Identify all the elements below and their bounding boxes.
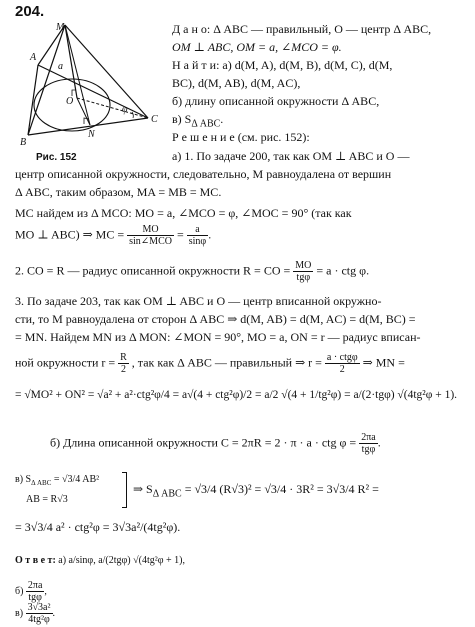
solution-title: Р е ш е н и е (см. рис. 152): <box>172 130 310 144</box>
part-c-given-2: AB = R√3 <box>26 494 68 505</box>
label-N: N <box>88 129 95 140</box>
frac-a-sin: $\frac{a}{\sin\varphi}$ <box>188 224 207 247</box>
step-3-line-4: ной окружности r = $\frac{R}{2}$ , так как Δ ABC — правильный ⇒ r = $\frac{\text{a · ctgφ}}{2}$ ⇒ MN = <box>15 352 405 375</box>
segment-ON <box>77 98 90 125</box>
find-line-2: BC), d(M, AB), d(M, AC), <box>172 76 301 90</box>
answer-c: в) $\frac{\text{3√3a²}}{\text{4tg²φ}}$ . <box>15 602 55 625</box>
edge-AB <box>28 65 38 135</box>
label-phi: φ <box>122 104 128 115</box>
figure-caption: Рис. 152 <box>36 152 77 163</box>
find-line-1: Н а й т и: а) d(M, A), d(M, B), d(M, C), d(M, <box>172 58 393 72</box>
label-B: B <box>20 137 27 148</box>
problem-number: 204. <box>15 3 45 20</box>
answer-a: О т в е т: а) a/sinφ, a/(2tgφ) √(4tg²φ + 1), <box>15 555 185 566</box>
given-line-2: OM ⊥ ABC, OM = a, ∠MCO = φ. <box>172 40 342 54</box>
figure-152 <box>10 20 170 160</box>
part-b: б) Длина описанной окружности C = 2πR = 2 · π · a · ctg φ = $\frac{2\pi a}{\text{tgφ}}$ . <box>50 432 381 455</box>
part-a-line-1: а) 1. По задаче 200, так как OM ⊥ ABC и O — <box>172 149 410 163</box>
find-line-3: б) длину описанной окружности Δ ABC, <box>172 94 380 108</box>
label-A: A <box>30 52 37 63</box>
step-3-line-3: = MN. Найдем MN из Δ MON: ∠MON = 90°, MO = a, ON = r — радиус вписан- <box>15 330 421 344</box>
segment-MN <box>65 25 90 125</box>
label-M: M <box>56 22 65 33</box>
part-a-line-2: центр описанной окружности, следовательно, M равноудалена от вершин <box>15 167 392 181</box>
part-c-result: ⇒ $S_{\Delta ABC} = √3/4$ (R√3)² = √3/4 · 3R² = 3√3/4 R² = <box>133 482 379 500</box>
step-2: 2. CO = R — радиус описанной окружности R = CO = $\frac{MO}{\text{tgφ}}$ = a · ctg φ. <box>15 260 370 283</box>
part-a-line-4: MC найдем из Δ MCO: MO = a, ∠MCO = φ, ∠MOC = 90° (так как <box>15 206 352 220</box>
given-line-1: Д а н о: Δ ABC — правильный, O — центр Δ ABC, <box>172 22 432 36</box>
answer-b: б) $\frac{2\pi a}{\text{tgφ}}$ , <box>15 580 47 603</box>
part-a-line-5: MO ⊥ ABC) ⇒ MC = $\frac{MO}{\text{sin∠MCO}}$ = $\frac{a}{\sin\varphi}$ . <box>15 224 212 247</box>
brace <box>122 472 127 508</box>
step-3-line-5: = √MO² + ON² = √a² + a²·ctg²φ/4 = a√(4 + ctg²φ)/2 = a/2 √(4 + 1/tg²φ) = a/(2·tgφ) √(4tg²φ + 1). <box>15 389 458 401</box>
label-a: a <box>58 61 63 72</box>
label-C: C <box>151 114 158 125</box>
part-c-given-1: в) $S_{\Delta ABC} = √3/4$ AB² <box>15 474 100 487</box>
step-3-line-1: 3. По задаче 203, так как OM ⊥ ABC и O — центр вписанной окружно- <box>15 294 382 308</box>
edge-AC <box>38 65 148 118</box>
frac-mo-sin: $\frac{MO}{\text{sin∠MCO}}$ <box>129 224 172 247</box>
edge-MC <box>65 25 148 118</box>
label-O: O <box>66 96 74 107</box>
step-3-line-2: сти, то M равноудалена от сторон Δ ABC ⇒ d(M, AB) = d(M, AC) = d(M, BC) = <box>15 312 416 326</box>
part-c-line-2: = 3√3/4 a² · ctg²φ = 3√3a²/(4tg²φ). <box>15 520 181 534</box>
frac-mo-tg: $\frac{MO}{\text{tgφ}}$ <box>295 260 312 283</box>
part-a-line-3: Δ ABC, таким образом, MA = MB = MC. <box>15 185 222 199</box>
find-line-4: в) $S_{\Delta ABC}$. <box>172 112 224 130</box>
